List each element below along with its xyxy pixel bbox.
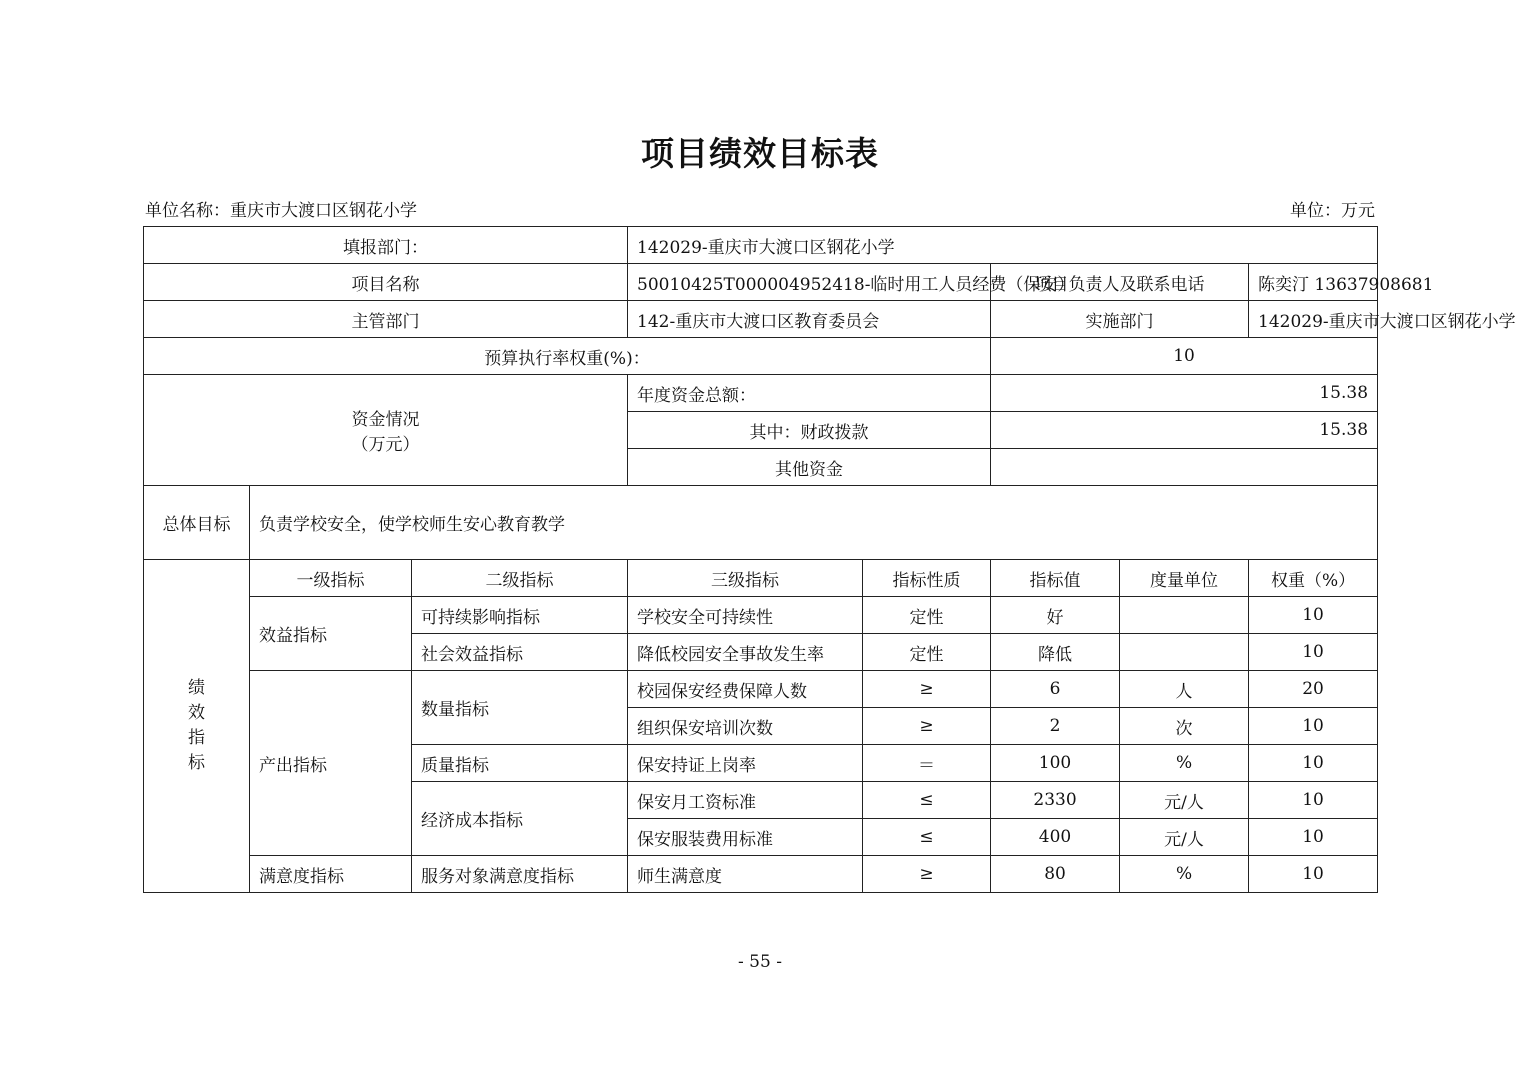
level3-indicator: 学校安全可持续性 [628,597,863,634]
indicator-unit: % [1120,856,1249,893]
level2-indicator: 可持续影响指标 [412,597,628,634]
column-header: 二级指标 [412,560,628,597]
overall-goal-value: 负责学校安全，使学校师生安心教育教学 [250,486,1378,560]
indicator-nature: ＝ [863,745,991,782]
indicator-value: 好 [991,597,1120,634]
column-header: 指标性质 [863,560,991,597]
funds-other-label: 其他资金 [628,449,991,486]
indicator-value: 2 [991,708,1120,745]
budget-weight-value: 10 [991,338,1378,375]
level2-indicator: 经济成本指标 [412,782,628,856]
indicator-value: 2330 [991,782,1120,819]
column-header: 权重（%） [1249,560,1378,597]
page-number: - 55 - [738,952,782,972]
column-header: 三级指标 [628,560,863,597]
funds-label-line2: （万元） [351,435,420,455]
indicator-unit: 元/人 [1120,782,1249,819]
indicator-unit: 次 [1120,708,1249,745]
overall-goal-row [144,486,1378,560]
indicator-unit [1120,634,1249,671]
level1-indicator: 效益指标 [250,597,412,671]
budget-weight-row [144,338,1378,375]
budget-weight-label: 预算执行率权重(%)： [144,338,991,375]
indicator-section-char: 绩 [188,678,205,698]
project-name-value: 50010425T000004952418-临时用工人员经费（保安） [628,264,991,301]
indicator-nature: ≥ [863,708,991,745]
funds-fiscal-value: 15.38 [991,412,1378,449]
funds-label-line1: 资金情况 [351,410,420,430]
indicator-nature: 定性 [863,634,991,671]
currency-unit: 单位：万元 [1290,201,1375,221]
contact-value: 陈奕汀 13637908681 [1249,264,1378,301]
indicator-section-label [144,560,250,893]
fill-dept-row [144,227,1378,264]
funds-total-row [144,375,1378,412]
supervisor-label: 主管部门 [144,301,628,338]
indicator-value: 6 [991,671,1120,708]
indicator-weight: 10 [1249,782,1378,819]
funds-fiscal-label: 其中：财政拨款 [628,412,991,449]
level3-indicator: 师生满意度 [628,856,863,893]
level3-indicator: 保安月工资标准 [628,782,863,819]
indicator-unit [1120,597,1249,634]
indicator-unit: 元/人 [1120,819,1249,856]
indicator-section-char: 指 [188,728,205,748]
level1-indicator: 产出指标 [250,671,412,856]
indicator-nature: ≤ [863,782,991,819]
funds-label [144,375,628,486]
indicator-nature: ≤ [863,819,991,856]
level3-indicator: 保安服装费用标准 [628,819,863,856]
level2-indicator: 数量指标 [412,671,628,745]
indicator-weight: 20 [1249,671,1378,708]
level3-indicator: 校园保安经费保障人数 [628,671,863,708]
indicator-section-char: 效 [188,703,205,723]
indicator-weight: 10 [1249,819,1378,856]
table-row [144,597,1378,634]
supervisor-value: 142-重庆市大渡口区教育委员会 [628,301,991,338]
level2-indicator: 社会效益指标 [412,634,628,671]
indicator-value: 400 [991,819,1120,856]
column-header: 指标值 [991,560,1120,597]
page-title: 项目绩效目标表 [641,134,879,173]
indicator-nature: ≥ [863,856,991,893]
indicator-section-char: 标 [188,753,205,773]
project-name-label: 项目名称 [144,264,628,301]
contact-label: 项目负责人及联系电话 [991,264,1249,301]
indicator-weight: 10 [1249,745,1378,782]
department-row [144,301,1378,338]
table-row [144,856,1378,893]
overall-goal-label: 总体目标 [144,486,250,560]
indicator-value: 80 [991,856,1120,893]
funds-other-value [991,449,1378,486]
level1-indicator: 满意度指标 [250,856,412,893]
fill-dept-label: 填报部门： [144,227,628,264]
level3-indicator: 组织保安培训次数 [628,708,863,745]
funds-total-value: 15.38 [991,375,1378,412]
indicator-nature: 定性 [863,597,991,634]
impl-label: 实施部门 [991,301,1249,338]
column-header: 一级指标 [250,560,412,597]
indicator-unit: % [1120,745,1249,782]
indicator-nature: ≥ [863,671,991,708]
indicator-weight: 10 [1249,856,1378,893]
indicator-header-row [144,560,1378,597]
project-name-row [144,264,1378,301]
level3-indicator: 保安持证上岗率 [628,745,863,782]
indicator-weight: 10 [1249,708,1378,745]
performance-target-table [143,226,1516,893]
table-row [144,671,1378,708]
level2-indicator: 服务对象满意度指标 [412,856,628,893]
indicator-unit: 人 [1120,671,1249,708]
column-header: 度量单位 [1120,560,1249,597]
indicator-value: 100 [991,745,1120,782]
level2-indicator: 质量指标 [412,745,628,782]
unit-name: 单位名称：重庆市大渡口区钢花小学 [145,201,417,221]
level3-indicator: 降低校园安全事故发生率 [628,634,863,671]
impl-value: 142029-重庆市大渡口区钢花小学 [1249,301,1378,338]
indicator-value: 降低 [991,634,1120,671]
funds-total-label: 年度资金总额： [628,375,991,412]
indicator-weight: 10 [1249,634,1378,671]
fill-dept-value: 142029-重庆市大渡口区钢花小学 [628,227,1378,264]
indicator-weight: 10 [1249,597,1378,634]
